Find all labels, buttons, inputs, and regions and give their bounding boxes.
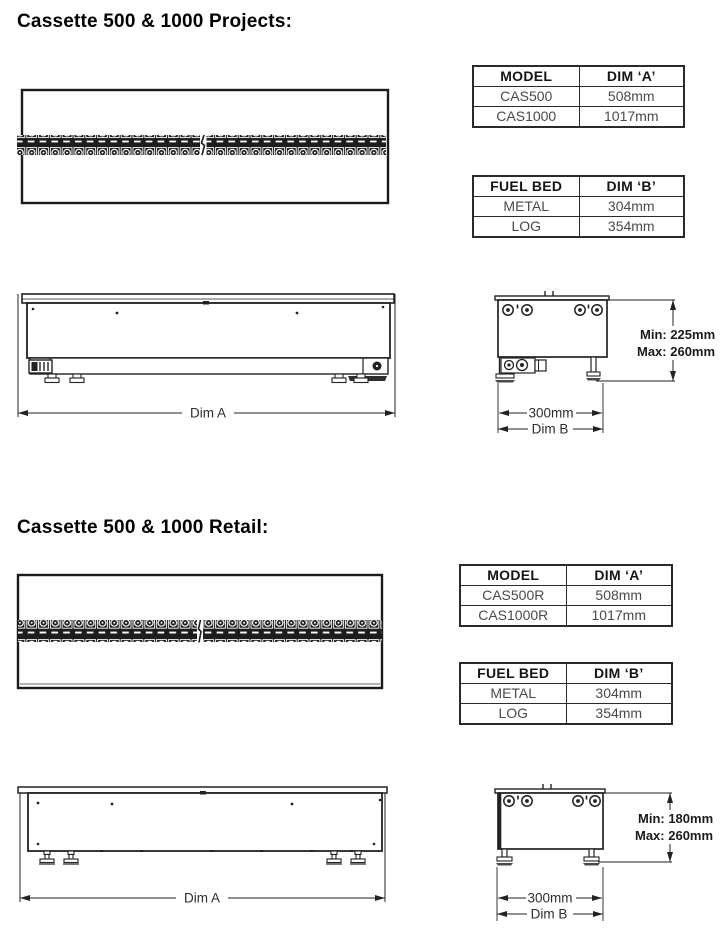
cassette-body [22, 294, 394, 374]
leveling-feet [45, 374, 368, 383]
table-header-row [460, 663, 672, 684]
projects-side-view-drawing [488, 288, 726, 440]
section-title-retail: Cassette 500 & 1000 Retail: [17, 517, 269, 538]
cassette-body [18, 787, 387, 851]
retail-fuelbed-table [459, 662, 673, 725]
dim-b-header: DIM ‘B’ [566, 663, 672, 684]
section-title-projects: Cassette 500 & 1000 Projects: [17, 11, 293, 32]
dim-a-dimension [20, 890, 385, 906]
dim-cell: 1017mm [579, 107, 684, 128]
height-dimension [598, 793, 715, 862]
dim-b-header: DIM ‘B’ [579, 176, 684, 197]
min-height-label: Min: 225mm [640, 327, 716, 342]
leveling-feet [496, 849, 600, 866]
dim-cell: 304mm [579, 197, 684, 217]
burner-strip [18, 619, 382, 643]
projects-top-view-drawing [14, 86, 392, 208]
power-connector [29, 360, 52, 373]
model-cell: CAS500R [460, 586, 566, 606]
burner-strip [17, 134, 386, 156]
table-header-row [460, 565, 672, 586]
min-height-label: Min: 180mm [638, 811, 714, 826]
retail-model-table [459, 564, 673, 627]
dim-cell: 354mm [579, 217, 684, 238]
leveling-feet [39, 851, 366, 864]
table-header-row [473, 66, 684, 87]
table-row [473, 217, 684, 238]
fuelbed-header: FUEL BED [473, 176, 579, 197]
control-knob [373, 362, 382, 371]
table-row [473, 87, 684, 107]
fuelbed-cell: METAL [460, 684, 566, 704]
projects-front-view-drawing [14, 288, 418, 424]
dim-cell: 354mm [566, 704, 672, 725]
max-height-label: Max: 260mm [637, 344, 716, 359]
dim-b-label: Dim B [530, 906, 568, 922]
fuelbed-cell: LOG [460, 704, 566, 725]
table-row [460, 586, 672, 606]
model-cell: CAS1000R [460, 606, 566, 627]
table-header-row [473, 176, 684, 197]
projects-model-table [472, 65, 685, 128]
table-row [473, 197, 684, 217]
cassette-side-body [495, 291, 609, 357]
model-cell: CAS500 [473, 87, 579, 107]
dim-a-header: DIM ‘A’ [579, 66, 684, 87]
table-row [460, 684, 672, 704]
dim-cell: 508mm [566, 586, 672, 606]
dim-a-label: Dim A [183, 890, 221, 906]
fuelbed-cell: LOG [473, 217, 579, 238]
retail-side-view-drawing [488, 780, 726, 928]
model-header: MODEL [473, 66, 579, 87]
right-foot [586, 357, 601, 381]
retail-front-view-drawing [14, 780, 418, 910]
fuelbed-header: FUEL BED [460, 663, 566, 684]
depth-300mm-label: 300mm [527, 890, 573, 906]
table-row [460, 606, 672, 627]
model-cell: CAS1000 [473, 107, 579, 128]
dim-b-label: Dim B [531, 421, 569, 437]
projects-fuelbed-table [472, 175, 685, 238]
dim-cell: 1017mm [566, 606, 672, 627]
fuelbed-cell: METAL [473, 197, 579, 217]
table-row [460, 704, 672, 725]
cassette-side-body [495, 784, 605, 849]
depth-dimensions [497, 867, 603, 922]
dim-a-header: DIM ‘A’ [566, 565, 672, 586]
table-row [473, 107, 684, 128]
depth-dimensions [498, 383, 603, 437]
retail-top-view-drawing [14, 572, 392, 694]
depth-300mm-label: 300mm [528, 405, 574, 421]
dim-cell: 508mm [579, 87, 684, 107]
dim-a-dimension [18, 405, 395, 421]
gear-motor [495, 357, 546, 383]
height-dimension [596, 300, 715, 381]
dim-cell: 304mm [566, 684, 672, 704]
max-height-label: Max: 260mm [635, 828, 714, 843]
model-header: MODEL [460, 565, 566, 586]
dim-a-label: Dim A [189, 405, 227, 421]
